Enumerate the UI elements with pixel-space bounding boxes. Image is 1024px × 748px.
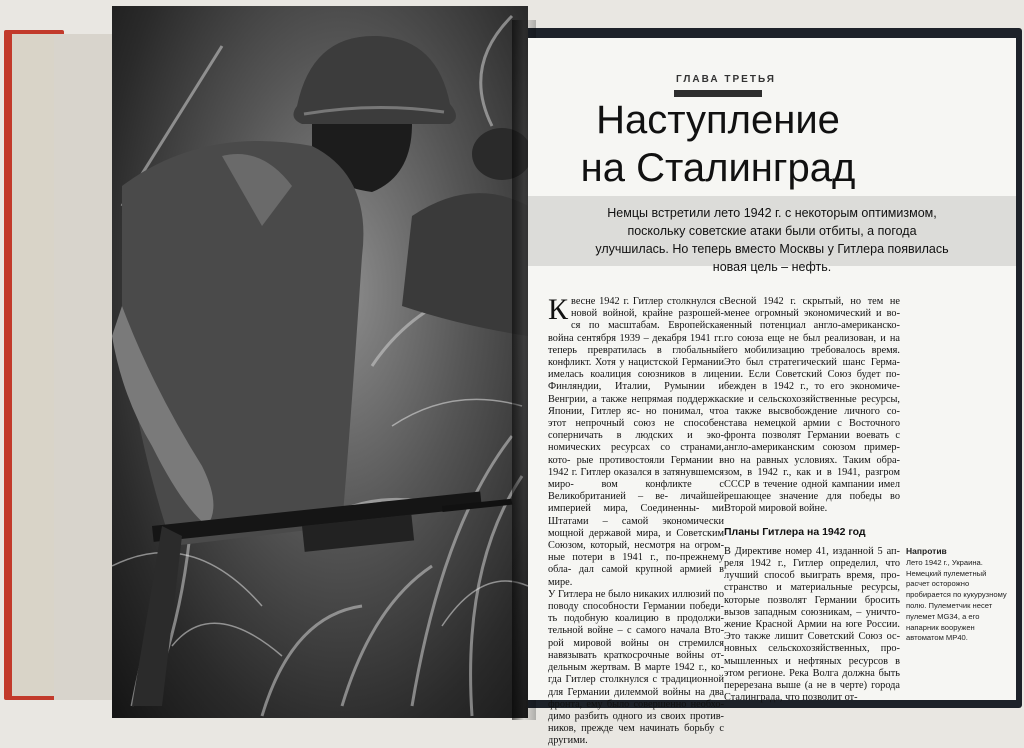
column-1-paragraph-2: У Гитлера не было никаких иллюзий по поводу способности Германии победи- ть подобную коалицию в продолжи- тельной войне – с самого начала Вто- рой мировой войны он стремился навязывать краткосрочные войны от- дельным жертвам. В марте 1942 г., ко- гда Гитлер столкнулся с традиционной для Германии дилеммой войны на два фронта, ему было совершенно необхо- димо разбить одного из своих против- ников, прежде чем начинать борьбу с другими. bbox=[548, 588, 724, 747]
caption-title: Напротив bbox=[906, 546, 947, 556]
chapter-title-line-2: на Сталинград bbox=[580, 146, 856, 190]
column-1-paragraph-1-text: весне 1942 г. Гитлер столкнулся с новой войной, крайне разрошей- ся по масштабам. Европейская война сентября 1939 – декабря 1941 гг. теперь превратилась в глобальный конфликт. Хотя у нацистской Германии имелась коалиция союзников в лице Финляндии, Италии, Румынии и Венгрии, а также непрямая поддержка Японии, Гитлер яс- но понимал, что этот непрочный союз не способен соперничать в людских и эко- номических ресурсах со странами, кото- рые противостояли Германии в 1942 г. Гитлер оказался в затянувшемся миро- вом конфликте с Великобританией – ве- личайшей империей мира, Соединенны- ми Штатами – самой экономически мощной державой мира, и Советским Союзом, который, несмотря на огром- ные потери в 1941 г., по-прежнему обла- дал самой крупной армией в мире. bbox=[548, 296, 724, 588]
drop-cap: К bbox=[548, 293, 569, 326]
text-column-2 bbox=[724, 296, 900, 705]
column-1-paragraph-1 bbox=[548, 293, 724, 589]
text-column-1 bbox=[548, 293, 724, 748]
intro-box bbox=[528, 196, 1016, 274]
soldiers-photo-illustration bbox=[112, 6, 528, 718]
column-2-paragraph-1: Весной 1942 г. скрытый, но тем не менее огромный экономический и во- енный потенциал англо-американско- го союза еще не был реализован, и на его мобилизацию требовалось время. Это был стратегический шанс Герма- нии. Если Советский Союз будет по- бежден в 1942 г., то его экономиче- ские и сельскохозяйственные ресурсы, а также высвобождение личного со- става немецкой армии с Восточного фронта позволят Германии воевать с англо-американским союзом пример- но на равных условиях. Таким обра- зом, в 1942 г., как и в 1941, разгром СССР в течение одной кампании имел решающее значение для победы во Второй мировой войне. bbox=[724, 296, 900, 515]
photo-caption bbox=[906, 546, 1012, 644]
chapter-title bbox=[528, 96, 908, 192]
section-subheading: Планы Гитлера на 1942 год bbox=[724, 525, 866, 538]
soldiers-photo bbox=[112, 6, 528, 718]
chapter-title-line-1: Наступление bbox=[596, 98, 840, 142]
column-2-paragraph-2: В Директиве номер 41, изданной 5 ап- реля 1942 г., Гитлер определил, что лучший способ выиграть время, про- странство и материальные ресурсы, которые позволят Германии бросить вызов западным союзникам, – уничто- жение Красной Армии на юге России. Это также лишит Советский Союз ос- новных сельскохозяйственных, про- мышленных и нефтяных ресурсов в этом регионе. Река Волга должна быть перерезана выше (а не в черте) города Сталинграда, что позволит от- bbox=[724, 545, 900, 704]
intro-text: Немцы встретили лето 1942 г. с некоторым оптимизмом, поскольку советские атаки были отбиты, а погода улучшилась. Но теперь вместо Москвы у Гитлера появилась новая цель – нефть. bbox=[595, 206, 949, 274]
caption-text: Лето 1942 г., Украина. Немецкий пулеметный расчет осторожно пробирается по кукурузному полю. Пулеметчик несет пулемет MG34, а его напарник вооружен автоматом MP40. bbox=[906, 557, 1007, 643]
right-page bbox=[528, 38, 1016, 747]
chapter-label: ГЛАВА ТРЕТЬЯ bbox=[676, 74, 776, 85]
